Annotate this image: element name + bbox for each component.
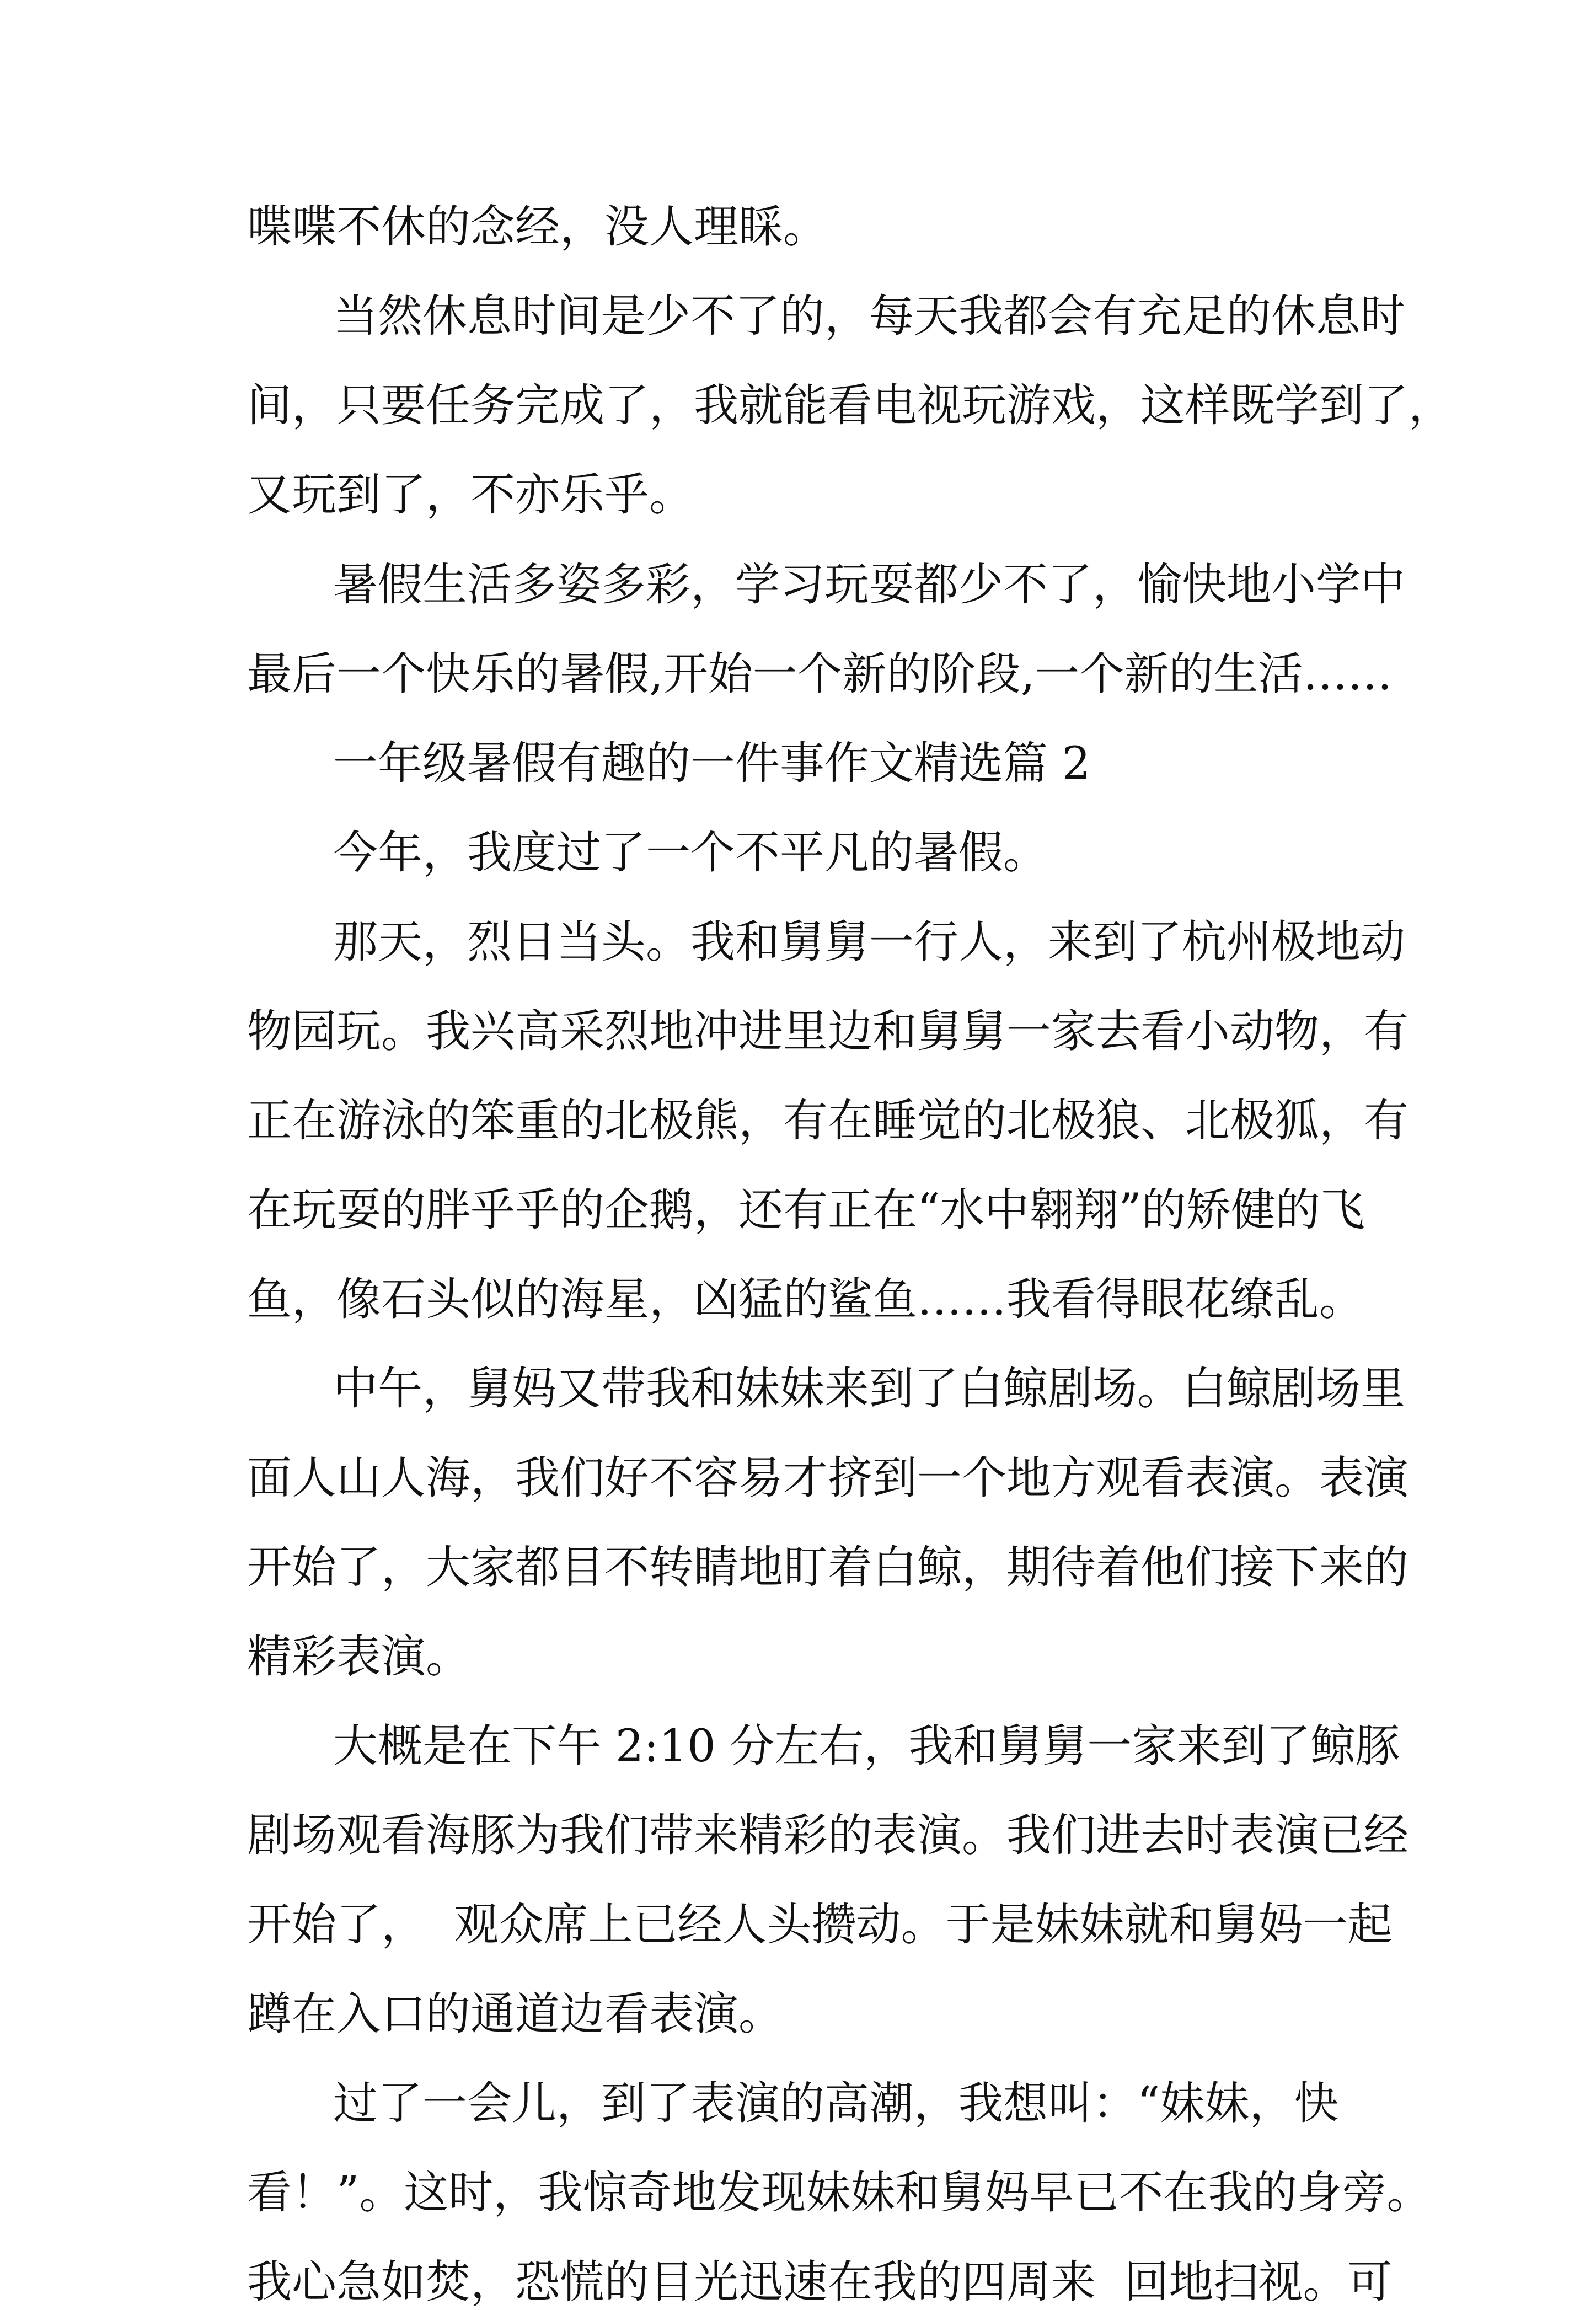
text-line: 开始了，大家都目不转睛地盯着白鲸，期待着他们接下来的 (247, 1542, 1409, 1594)
section-heading: 一年级暑假有趣的一件事作文精选篇 2 (333, 738, 1091, 790)
text-line: 在玩耍的胖乎乎的企鹅，还有正在“水中翱翔”的矫健的飞 (247, 1185, 1365, 1236)
text-line: 今年，我度过了一个不平凡的暑假。 (333, 827, 1048, 879)
text-line: 开始了， 观众席上已经人头攒动。于是妹妹就和舅妈一起 (247, 1899, 1393, 1951)
text-line: 喋喋不休的念经，没人理睬。 (247, 201, 828, 253)
text-line: 那天，烈日当头。我和舅舅一行人，来到了杭州极地动 (333, 917, 1406, 968)
text-line: 面人山人海，我们好不容易才挤到一个地方观看表演。表演 (247, 1453, 1409, 1504)
text-line: 剧场观看海豚为我们带来精彩的表演。我们进去时表演已经 (247, 1810, 1409, 1862)
text-line: 物园玩。我兴高采烈地冲进里边和舅舅一家去看小动物，有 (247, 1006, 1409, 1058)
text-line: 精彩表演。 (247, 1631, 471, 1683)
text-line: 又玩到了，不亦乐乎。 (247, 469, 694, 521)
text-line: 我心急如焚，恐慌的目光迅速在我的四周来 回地扫视。可 (247, 2257, 1393, 2308)
text-line: 过了一会儿，到了表演的高潮，我想叫：“妹妹，快 (333, 2078, 1339, 2130)
text-line: 正在游泳的笨重的北极熊，有在睡觉的北极狼、北极狐，有 (247, 1095, 1409, 1147)
text-line: 中午，舅妈又带我和妹妹来到了白鲸剧场。白鲸剧场里 (333, 1363, 1406, 1415)
text-line: 蹲在入口的通道边看表演。 (247, 1989, 784, 2040)
text-line: 间，只要任务完成了，我就能看电视玩游戏，这样既学到了， (247, 380, 1454, 432)
text-line: 暑假生活多姿多彩，学习玩耍都少不了，愉快地小学中 (333, 559, 1406, 611)
text-line: 看！”。这时，我惊奇地发现妹妹和舅妈早已不在我的身旁。 (247, 2167, 1432, 2219)
text-line: 当然休息时间是少不了的，每天我都会有充足的休息时 (333, 291, 1406, 342)
text-line: 大概是在下午 2:10 分左右，我和舅舅一家来到了鲸豚 (333, 1721, 1400, 1772)
text-line: 鱼，像石头似的海星，凶猛的鲨鱼……我看得眼花缭乱。 (247, 1274, 1364, 1326)
text-line: 最后一个快乐的暑假,开始一个新的阶段,一个新的生活…… (247, 648, 1393, 700)
